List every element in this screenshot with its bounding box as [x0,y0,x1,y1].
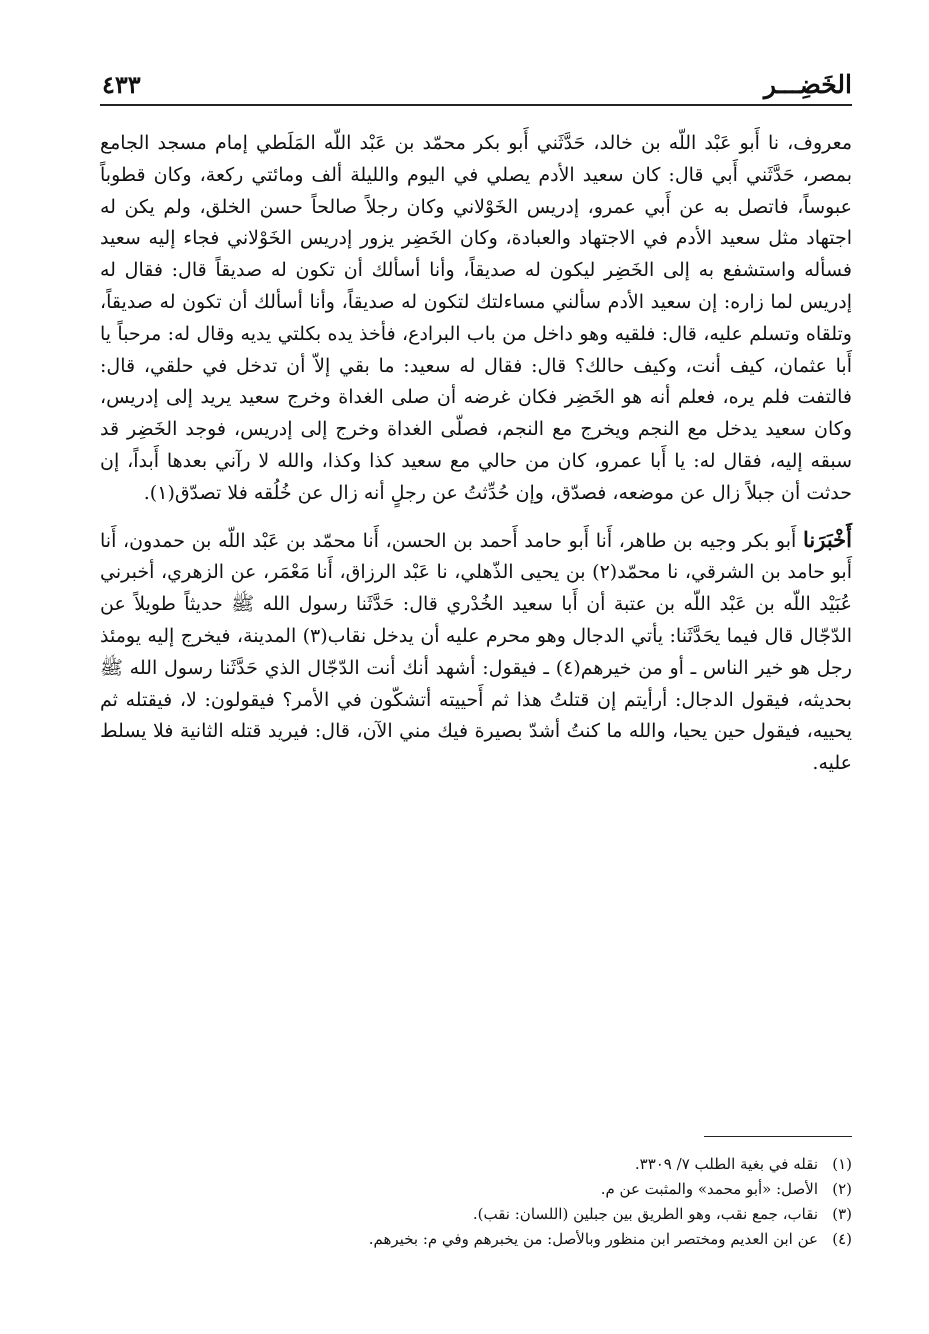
paragraph-lead-word: أَخْبَرَنا [803,526,852,552]
footnote-text: نقله في بغية الطلب ٧/ ٣٣٠٩. [634,1155,818,1173]
paragraph [100,524,852,780]
footnote [100,1177,852,1202]
footnote-marker: (٢) [832,1180,852,1198]
running-title: الخَضِـــر [763,70,852,99]
footnote [100,1152,852,1177]
paragraph: معروف، نا أَبو عَبْد اللّه بن خالد، حَدَّثَني أَبو بكر محمّد بن عَبْد اللّه المَلَطي إمام مسجد الجامع بمصر، حَدَّثَني أَبي قال: كان سعيد الأدم يصلي في اليوم والليلة ألف ومائتي ركعة، وكان قطوباً عبوساً، فاتصل به عن أَبي عمرو، إدريس الخَوْلاني وكان رجلاً صالحاً حسن الخلق، ولم يكن له اجتهاد مثل سعيد الأدم في الاجتهاد والعبادة، وكان الخَضِر يزور إدريس الخَوْلاني فجاء إليه سعيد فسأله واستشفع به إلى الخَضِر ليكون له صديقاً، وأنا أسألك أن تكون له صديقاً قال: فقال له إدريس لما زاره: إن سعيد الأدم سألني مساءلتك لتكون له صديقاً، وأنا أسألك أن تكون له صديقاً، وتلقاه وتسلم عليه، قال: فلقيه وهو داخل من باب البرادع، فأخذ يده بكلتي يديه وقال له: مرحباً يا أَبا عثمان، كيف أنت، وكيف حالك؟ قال: فقال له سعيد: ما بقي إلاّ أن تدخل في حلقي، قال: فالتفت فلم يره، فعلم أنه هو الخَضِر فكان غرضه أن صلى الغداة وخرج سعيد يريد إلى إدريس، وكان سعيد يدخل مع النجم ويخرج مع النجم، فصلّى الغداة وخرج إلى إدريس، فوجد الخَضِر قد سبقه إليه، فقال له: يا أَبا عمرو، كان من حالي مع سعيد كذا وكذا، والله لا رآني بعدها أَبداً، إن حدثت أن جبلاً زال عن موضعه، فصدّق، وإن حُدِّثتُ عن رجلٍ أنه زال عن خُلُقه فلا تصدّق(١). [100,132,852,504]
page-header [100,68,852,102]
page-number: ٤٣٣ [102,70,141,99]
footnote-marker: (٣) [832,1205,852,1223]
footnote [100,1202,852,1227]
footnote-marker: (١) [832,1155,852,1173]
paragraph-text: أَبو بكر وجيه بن طاهر، أَنا أَبو حامد أَحمد بن الحسن، أَنا محمّد بن عَبْد اللّه بن حمدون، أَنا أَبو حامد بن الشرقي، نا محمّد(٢) بن يحيى الذّهلي، نا عَبْد الرزاق، أَنا مَعْمَر، عن الزهري، أخبرني عُبَيْد اللّه بن عَبْد اللّه بن عتبة أن أَبا سعيد الخُدْري قال: حَدَّثَنا رسول الله ﷺ حديثاً طويلاً عن الدّجّال قال فيما يحَدَّثَنا: يأتي الدجال وهو محرم عليه أن يدخل نقاب(٣) المدينة، فيخرج إليه يومئذ رجل هو خير الناس ـ أو من خيرهم(٤) ـ فيقول: أشهد أنك أنت الدّجّال الذي حَدَّثَنا رسول الله ﷺ بحديثه، فيقول الدجال: أرأيتم إن قتلتُ هذا ثم أَحييته أتشكّون في الأمر؟ فيقولون: لا، فيقتله ثم يحييه، فيقول حين يحيا، والله ما كنتُ أشدّ بصيرة فيك مني الآن، قال: فيريد قتله الثانية فلا يسلط عليه. [100,529,852,775]
footnote-divider [704,1136,852,1137]
header-divider [100,104,852,106]
footnote-text: نقاب، جمع نقب، وهو الطريق بين جبلين (اللسان: نقب). [472,1205,818,1223]
footnotes [100,1152,852,1252]
main-text [100,128,852,780]
footnote-marker: (٤) [832,1230,852,1248]
footnote [100,1227,852,1252]
footnote-text: عن ابن العديم ومختصر ابن منظور وبالأصل: من يخبرهم وفي م: بخيرهم. [368,1230,818,1248]
footnote-text: الأصل: «أبو محمد» والمثبت عن م. [600,1180,818,1198]
